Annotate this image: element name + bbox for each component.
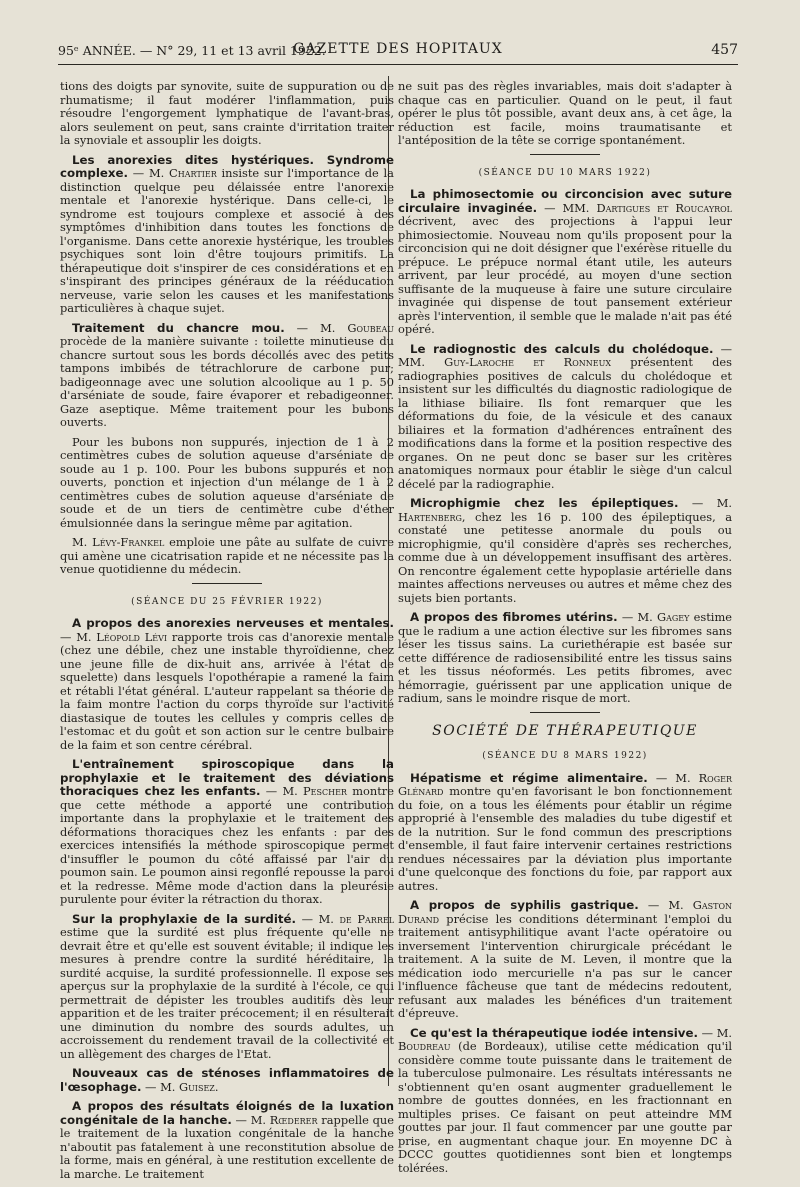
- article-title: Ce qu'est la thérapeutique iodée intensive.: [410, 1025, 698, 1040]
- article-author: MM. Guy-Laroche et Ronneux: [398, 355, 612, 369]
- right-column: [398, 80, 732, 1181]
- article-author: M. Roger Glénard: [398, 770, 732, 798]
- section-separator: [192, 583, 262, 584]
- article-title: Sur la prophylaxie de la surdité.: [72, 911, 297, 926]
- paragraph: ne suit pas des règles invariables, mais doit s'adapter à chaque cas en particulier. Quand on le peut, il faut opérer le plus tôt possible, avant deux ans, à cet âge, la réduction est facile, moins traumatisante et l'antéposition de la tête se corrige spontanément.: [398, 79, 732, 147]
- article-syphilis-gastrique: A propos de syphilis gastrique. — M. Gaston Durand précise les conditions déterminant l'emploi du traitement antisyphilitique avant l'acte opératoire ou inversement l'intervention chirurgicale précédant le traitement. A la suite de M. Leven, il montre que la médication iodo mercurielle n'a pas sur le cancer l'influence fâcheuse que tant de médecins redoutent, refusant aux malades les bénéfices d'un traitement d'épreuve.: [398, 898, 733, 1020]
- article-text: précise les conditions déterminant l'emploi du traitement antisyphilitique avant l'acte opératoire ou inversement l'intervention chirurgicale précédant le traitement. A la suite de M. Leven, il montre que la médication iodo mercurielle n'a pas sur le cancer l'influence fâcheuse que tant de médecins redoutent, refusant aux malades les bénéfices d'un traitement d'épreuve.: [398, 911, 732, 1020]
- article-author: M. Léopold Lévi: [76, 629, 168, 644]
- issue-info: 95ᵉ ANNÉE. — N° 29, 11 et 13 avril 1922.: [58, 43, 326, 58]
- article-surdite: Sur la prophylaxie de la surdité. — M. de Parrel estime que la surdité est plus fréquente qu'elle ne devrait être et qu'elle est souvent évitable; il indique les mesures à prendre contre la surdité héréditaire, la surdité acquise, la surdité professionnelle. Il expose ses aperçus sur la prophylaxie de la surdité à l'école, ce qui permettrait de dépister les troubles auditifs dès leur apparition et de les traiter précocement; il en résulterait une diminution du nombre des sourds adultes, un accroissement du rendement travail de la collectivité et un allègement des charges de l'Etat.: [60, 911, 395, 1061]
- paragraph: tions des doigts par synovite, suite de suppuration ou de rhumatisme; il faut modérer l'inflammation, puis résoudre l'engorgement lymphatique de l'avant-bras, alors seulement on peut, sans crainte d'irritation traiter la synoviale et assouplir les doigts.: [60, 79, 394, 147]
- article-title: A propos des anorexies nerveuses et mentales.: [72, 616, 394, 630]
- article-text: chez les 16 p. 100 des épileptiques, a constaté une petitesse anormale du pouls ou microphigmie, qu'il considère d'après ses recherches, comme due à un développement insuffisant des artères. On rencontre également cette hypoplasie artérielle dans maintes affections nerveuses ou autres et même chez des sujets bien portants.: [398, 509, 732, 605]
- article-choledoque: Le radiognostic des calculs du cholédoque. — MM. Guy-Laroche et Ronneux présentent des radiographies positives de calculs du cholédoque et insistent sur les difficultés du diagnostic radiologique de la lithiase biliaire. Ils font remarquer que les déformations du foie, de la vésicule et des canaux biliaires et la formation d'adhérences entraînent des modifications dans la forme et la position respective des organes. On ne peut donc se baser sur les critères anatomiques normaux pour établir le siège d'un calcul décelé par la radiographie.: [398, 341, 732, 491]
- article-text: montre que cette méthode a apporté une contribution importante dans la prophylaxie et le traitement des déformations thoraciques chez les enfants : par des exercices intensifiés la méthode spiroscopique permet d'insuffler le poumon du côté affaissé par l'air du poumon sain. Le poumon ainsi regonflé repousse la paroi et la redresse. Même mode d'action dans la pleurésie purulente pour éviter la rétraction du thorax.: [60, 784, 394, 906]
- article-author: M. Hartenberg,: [398, 496, 732, 524]
- article-title: Traitement du chancre mou.: [72, 320, 285, 335]
- article-text: rapporte trois cas d'anorexie mentale (chez une débile, chez une instable thyroïdienne, chez une jeune fille de dix-huit ans, arrivée à l'état de squelette) dans lesquels l'opothérapie a ramené la faim et rétabli l'état général. L'auteur rappelant sa théorie de la faim montre l'action du corps thyroïde sur l'activité diastasique de toutes les cellules y compris celles de l'estomac et du goût et son action sur le centre bulbaire de la faim et son centre cérébral.: [60, 629, 395, 752]
- section-separator: [530, 154, 600, 155]
- article-title: A propos de syphilis gastrique.: [410, 898, 639, 912]
- paragraph: [60, 536, 394, 577]
- paragraph: Pour les bubons non suppurés, injection de 1 à 2 centimètres cubes de solution aqueuse d'arséniate de soude au 1 p. 100. Pour les bubons suppurés et non ouverts, ponction et injection d'un mélange de 1 à 2 centimètres cubes de solution aqueuse d'arséniate de soude et de un tiers de centimètre cube d'éther émulsionnée dans la seringue même par agitation.: [60, 434, 394, 530]
- article-chancre-mou: Traitement du chancre mou. — M. Goubeau procède de la manière suivante : toilette minutieuse du chancre surtout sous les bords décollés avec des petits tampons imbibés de tétrachlorure de carbone pur; badigeonnage avec une solution alcoolique au 1 p. 50 d'arséniate de soude, faire évaporer et rebadigeonner. Gaze aseptique. Même traitement pour les bubons ouverts.: [60, 320, 394, 429]
- article-author: M. Rœderer: [250, 1112, 318, 1127]
- article-anorexies-hysteriques: Les anorexies dites hystériques. Syndrome complexe. — M. Chartier insiste sur l'importance de la distinction quelque peu délaissée entre l'anorexie mentale et l'anorexie hystérique. Dans celle-ci, le syndrome est toujours complexe et associé à des symptômes d'inhibition dans toutes les fonctions de l'organisme. Dans cette anorexie hystérique, les troubles psychiques sont loin d'être toujours primitifs. La thérapeutique doit s'inspirer de ces considérations et en s'inspirant des principes généraux de la rééducation nerveuse, varie selon les causes et les manifestations particulières à chaque sujet.: [60, 152, 394, 315]
- article-text: montre qu'en favorisant le bon fonctionnement du foie, on a tous les éléments pour établir un régime approprié à l'ensemble des maladies du tube digestif et de la nutrition. Sur le fond commun des prescriptions d'ensemble, il faut faire intervenir certaines restrictions rendues nécessaires par la déviation plus importante d'une quelconque des fonctions du foie, par rapport aux autres.: [398, 784, 732, 893]
- article-title: Nouveaux cas de sténoses inflammatoires de l'œsophage.: [60, 1066, 394, 1094]
- article-fibromes: A propos des fibromes utérins. — M. Gagey estime que le radium a une action élective sur les fibromes sans léser les tissus sains. La curiethérapie est basée sur cette différence de radiosensibilité entre les tissus sains et les tissus néoformés. Les petits fibromes, avec hémorragie, guérissent par une application unique de radium, sans le moindre risque de mort.: [398, 610, 732, 705]
- article-title: L'entraînement spiroscopique dans la prophylaxie et le traitement des déviations thoraciques chez les enfants.: [60, 757, 394, 798]
- article-phimosectomie: La phimosectomie ou circoncision avec suture circulaire invaginée. — MM. Dartigues et Roucayrol décrivent, avec des projections à l'appui leur phimosiectomie. Nouveau nom qu'ils proposent pour la circoncision qui ne doit désigner que l'exérèse rituelle du prépuce. Le prépuce normal étant utile, les auteurs arrivent, par leur procédé, au moyen d'une section suffisante de la muqueuse à faire une suture circulaire invaginée qui dispense de tout pansement extérieur après l'intervention, il semble que le malade n'ait pas été opéré.: [398, 187, 732, 336]
- article-anorexies-nerveuses: A propos des anorexies nerveuses et mentales. — M. Léopold Lévi rapporte trois cas d'anorexie mentale (chez une débile, chez une instable thyroïdienne, chez une jeune fille de dix-huit ans, arrivée à l'état de squelette) dans lesquels l'opothérapie a ramené la faim et rétabli l'état général. L'auteur rappelant sa théorie de la faim montre l'action du corps thyroïde sur l'activité diastasique de toutes les cellules y compris celles de l'estomac et du goût et son action sur le centre bulbaire de la faim et son centre cérébral.: [60, 616, 395, 752]
- article-text: procède de la manière suivante : toilette minutieuse du chancre surtout sous les bords décollés avec des petits tampons imbibés de tétrachlorure de carbone pur; badigeonnage avec une solution alcoolique au 1 p. 50 d'arséniate de soude, faire évaporer et rebadigeonner. Gaze aseptique. Même traitement pour les bubons ouverts.: [60, 334, 394, 429]
- article-iodee: Ce qu'est la thérapeutique iodée intensive. — M. Boudreau (de Bordeaux), utilise cette médication qu'il considère comme toute puissante dans le traitement de la tuberculose pulmonaire. Les résultats intéressants ne s'obtiennent qu'en osant augmenter graduellement le nombre de gouttes données, en les fractionnant en multiples prises. Ce faisant on peut atteindre MM gouttes par jour. Il faut commencer par une goutte par prise, en augmentant chaque jour. En moyenne DC à DCCC gouttes quotidiennes sont bien et longtemps tolérées.: [398, 1025, 733, 1175]
- article-title: Le radiognostic des calculs du cholédoque.: [410, 341, 714, 356]
- article-author: M. Gagey: [637, 610, 690, 624]
- session-date: (SÉANCE DU 10 MARS 1922): [478, 167, 652, 178]
- article-author: MM. Dartigues et Roucayrol: [562, 200, 732, 215]
- article-text: emploie une pâte au sulfate de cuivre qui amène une cicatrisation rapide et ne nécessite pas la venue quotidienne du médecin.: [60, 535, 394, 576]
- article-author: M. Gaston Durand: [398, 898, 733, 926]
- left-column: [60, 80, 394, 1187]
- article-title: Hépatisme et régime alimentaire.: [410, 770, 648, 785]
- page-header: [58, 40, 738, 65]
- article-stenoses: Nouveaux cas de sténoses inflammatoires de l'œsophage. — M. Guisez.: [60, 1066, 394, 1094]
- article-author: M. Chartier: [148, 166, 217, 180]
- article-text: décrivent, avec des projections à l'appui leur phimosiectomie. Nouveau nom qu'ils proposent pour la circoncision qui ne doit désigner que l'exérèse rituelle du prépuce. Le prépuce normal étant utile, les auteurs arrivent, par leur procédé, au moyen d'une section suffisante de la muqueuse à faire une suture circulaire invaginée qui dispense de tout pansement extérieur après l'intervention, il semble que le malade n'ait pas été opéré.: [398, 214, 732, 336]
- article-luxation-hanche: A propos des résultats éloignés de la luxation congénitale de la hanche. — M. Rœderer rappelle que le traitement de la luxation congénitale de la hanche n'aboutit pas fatalement à une reconstitution absolue de la forme, mais en général, à une restitution excellente de la marche. Le traitement: [60, 1099, 394, 1181]
- article-text: rappelle que le traitement de la luxation congénitale de la hanche n'aboutit pas fatalement à une reconstitution absolue de la forme, mais en général, à une restitution excellente de la marche. Le traitement: [60, 1112, 394, 1181]
- article-text: estime que la surdité est plus fréquente qu'elle ne devrait être et qu'elle est souvent évitable; il indique les mesures à prendre contre la surdité héréditaire, la surdité acquise, la surdité professionnelle. Il expose ses aperçus sur la prophylaxie de la surdité à l'école, ce qui permettrait de dépister les troubles auditifs dès leur apparition et de les traiter précocement; il en résulterait une diminution du nombre des sourds adultes, un accroissement du rendement travail de la collectivité et un allègement des charges de l'Etat.: [60, 925, 394, 1061]
- section-separator: [530, 712, 600, 713]
- article-author: M. Goubeau: [320, 320, 394, 335]
- page-number: 457: [711, 42, 738, 58]
- article-author: M. Guisez.: [160, 1079, 219, 1094]
- article-title: A propos des fibromes utérins.: [410, 610, 618, 624]
- article-spiroscopique: L'entraînement spiroscopique dans la prophylaxie et le traitement des déviations thoraciques chez les enfants. — M. Pescher montre que cette méthode a apporté une contribution importante dans la prophylaxie et le traitement des déformations thoraciques chez les enfants : par des exercices intensifiés la méthode spiroscopique permet d'insuffler le poumon du côté affaissé par l'air du poumon sain. Le poumon ainsi regonflé repousse la paroi et la redresse. Même mode d'action dans la pleurésie purulente pour éviter la rétraction du thorax.: [60, 757, 394, 906]
- article-author: M. Pescher: [282, 784, 347, 798]
- article-hepatisme: Hépatisme et régime alimentaire. — M. Roger Glénard montre qu'en favorisant le bon fonctionnement du foie, on a tous les éléments pour établir un régime approprié à l'ensemble des maladies du tube digestif et de la nutrition. Sur le fond commun des prescriptions d'ensemble, il faut faire intervenir certaines restrictions rendues nécessaires par la déviation plus importante d'une quelconque des fonctions du foie, par rapport aux autres.: [398, 770, 732, 893]
- article-title: Microphigmie chez les épileptiques.: [410, 496, 679, 510]
- article-author: M. de Parrel: [318, 911, 395, 926]
- article-title: Les anorexies dites hystériques. Syndrome complexe.: [60, 152, 394, 180]
- article-microphigmie: Microphigmie chez les épileptiques. — M. Hartenberg, chez les 16 p. 100 des épileptiques, a constaté une petitesse anormale du pouls ou microphigmie, qu'il considère d'après ses recherches, comme due à un développement insuffisant des artères. On rencontre également cette hypoplasie artérielle dans maintes affections nerveuses ou autres et même chez des sujets bien portants.: [398, 496, 732, 605]
- article-author: M. Lévy-Frankel: [72, 535, 165, 549]
- article-text: estime que le radium a une action élective sur les fibromes sans léser les tissus sains. La curiethérapie est basée sur cette différence de radiosensibilité entre les tissus sains et les tissus néoformés. Les petits fibromes, avec hémorragie, guérissent par une application unique de radium, sans le moindre risque de mort.: [398, 610, 732, 705]
- session-date: (SÉANCE DU 8 MARS 1922): [482, 751, 648, 761]
- article-title: La phimosectomie ou circoncision avec suture circulaire invaginée.: [398, 187, 732, 215]
- article-title: A propos des résultats éloignés de la luxation congénitale de la hanche.: [60, 1099, 394, 1127]
- society-heading: SOCIÉTÉ DE THÉRAPEUTIQUE: [432, 722, 698, 739]
- journal-title: GAZETTE DES HOPITAUX: [293, 41, 503, 57]
- article-text: présentent des radiographies positives de calculs du cholédoque et insistent sur les difficultés du diagnostic radiologique de la lithiase biliaire. Ils font remarquer que les déformations du foie, de la vésicule et des canaux biliaires et la formation d'adhérences entraînent des modifications dans la forme et la position respective des organes. On ne peut donc se baser sur les critères anatomiques normaux pour établir le siège d'un calcul décelé par la radiographie.: [398, 355, 732, 491]
- session-date: (SÉANCE DU 25 FÉVRIER 1922): [131, 596, 323, 607]
- article-text: (de Bordeaux), utilise cette médication qu'il considère comme toute puissante dans le traitement de la tuberculose pulmonaire. Les résultats intéressants ne s'obtiennent qu'en osant augmenter graduellement le nombre de gouttes données, en les fractionnant en multiples prises. Ce faisant on peut atteindre MM gouttes par jour. Il faut commencer par une goutte par prise, en augmentant chaque jour. En moyenne DC à DCCC gouttes quotidiennes sont bien et longtemps tolérées.: [398, 1039, 733, 1175]
- article-text: insiste sur l'importance de la distinction quelque peu délaissée entre l'anorexie mentale et l'anorexie hystérique. Dans celle-ci, le syndrome est toujours complexe et associé à des symptômes d'inhibition dans toutes les fonctions de l'organisme. Dans cette anorexie hystérique, les troubles psychiques sont loin d'être toujours primitifs. La thérapeutique doit s'inspirer de ces considérations et en s'inspirant des principes généraux de la rééducation nerveuse, varie selon les causes et les manifestations particulières à chaque sujet.: [60, 166, 394, 315]
- article-author: M. Boudreau: [398, 1025, 732, 1053]
